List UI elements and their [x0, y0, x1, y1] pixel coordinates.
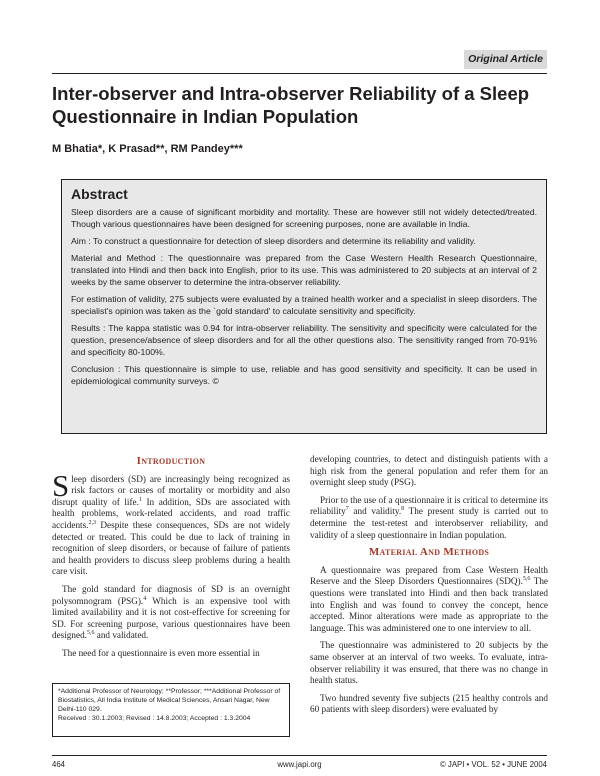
body-paragraph-1: developing countries, to detect and distinguish patients with a high risk from the general population and refer them for an overnight sleep study (PSG). [310, 454, 548, 488]
abstract-aim: Aim : To construct a questionnaire for detection of sleep disorders and determine its reliability and validity. [71, 236, 476, 246]
footer-rule [52, 755, 547, 756]
affiliations: *Additional Professor of Neurology; **Professor; ***Additional Professor of Biostatistics, All India Institute of Medical Sciences, Ansari Nagar, New Delhi-110 029. [58, 688, 281, 713]
intro-text: The gold standard for diagnosis of SD is an overnight polysomnogram (PSG). [52, 583, 290, 606]
authors: M Bhatia*, K Prasad**, RM Pandey*** [52, 143, 243, 155]
header-rule [52, 73, 547, 74]
intro-paragraph-3: The need for a questionnaire is even more essential in [62, 647, 260, 658]
intro-text: Which is an expensive tool with limited availability and it is not cost-effective for screening for SD. For screening purpose, various questionnaires have been designed. [52, 595, 290, 641]
article-type-label: Original Article [464, 50, 547, 69]
abstract-results: Results : The kappa statistic was 0.94 for intra-observer reliability. The sensitivity and specificity were calculated for the question, presence/absence of sleep disorders and for all the other questions also. The sensitivity ranged from 70-91% and specificity 80-100%. [71, 323, 537, 357]
citation: 2,3 [88, 519, 96, 526]
citation: 7 [345, 506, 349, 513]
intro-text: Despite these consequences, SDs are not widely detected or treated. This could be due to lack of training in recognition of sleep disorders, or because of failure of patients and health providers to discuss sleep problems during a health care visit. [52, 519, 290, 577]
methods-heading: Material And Methods [368, 546, 490, 559]
body-text: The present study is carried out to determine the test-retest and interobserver reliability, and validity of a sleep questionnaire in Indian population. [310, 506, 548, 540]
methods-paragraph-2: The questionnaire was administered to 20 subjects by the same observer at an interval of two weeks. To evaluate, intra-observer reliability it was ensured, that there was no change in health status. [310, 640, 548, 686]
journal-citation: © JAPI • VOL. 52 • JUNE 2004 [440, 760, 547, 769]
methods-paragraph-1 [310, 565, 548, 635]
body-text: The questions were translated into Hindi and then back translated into English and was found to convey the concept, hence accepted. Minor alterations were made as appropriate to the language. This was administered one to one interview to all. [310, 576, 549, 633]
intro-text: In addition, SDs are associated with health problems, work-related accidents, and road traffic accidents. [52, 496, 291, 530]
intro-paragraph-1 [52, 467, 291, 578]
methods-paragraph-3: Two hundred seventy five subjects (215 healthy controls and 60 patients with sleep disorders) were evaluated by [310, 692, 548, 715]
abstract-heading: Abstract [71, 186, 128, 202]
abstract-conclusion: Conclusion : This questionnaire is simple to use, reliable and has good sensitivity and specificity. It can be used in epidemiological community surveys. © [71, 364, 537, 386]
right-column [310, 454, 548, 722]
citation: 5,6 [522, 576, 531, 583]
journal-website: www.japi.org [277, 760, 322, 769]
body-paragraph-2 [310, 495, 548, 541]
drop-cap: S [52, 467, 70, 503]
intro-paragraph-2 [52, 584, 290, 642]
intro-text: and validated. [94, 630, 149, 641]
citation: 1 [138, 496, 142, 503]
abstract-validity: For estimation of validity, 275 subjects were evaluated by a trained health worker and a specialist in sleep disorders. The specialist's opinion was taken as the `gold standard' to calculate sensitivity and specificity. [71, 294, 537, 316]
received-dates: Received : 30.1.2003; Revised : 14.8.2003; Accepted : 1.3.2004 [58, 715, 251, 722]
author-affiliation-footnote [52, 683, 290, 737]
body-text: A questionnaire was prepared from Case Western Health Reserve and the Sleep Disorders Questionnaires (SDQ). [310, 564, 548, 587]
abstract-methods: Material and Method : The questionnaire was prepared from the Case Western Health Research Questionnaire, translated into Hindi and then back into English, prior to its use. This was administered to 20 subjects at an interval of 2 weeks by the same observer to determine the intra-observer reliability. [71, 253, 537, 287]
citation: 5,6 [86, 630, 95, 637]
intro-text: leep disorders (SD) are increasingly being recognized as risk factors or causes of mortality or morbidity and also disrupt quality of life. [52, 473, 290, 507]
page-number: 464 [52, 760, 66, 769]
abstract-box [61, 179, 547, 434]
introduction-heading: Introduction [136, 455, 206, 467]
citation: 8 [401, 506, 405, 513]
abstract-paragraph: Sleep disorders are a cause of significant morbidity and mortality. These are however still not widely detected/treated. Though various questionnaires have been designed for screening purposes, none are available in India. [71, 207, 537, 229]
left-column [52, 454, 290, 666]
citation: 4 [143, 595, 147, 602]
article-title: Inter-observer and Intra-observer Reliability of a Sleep Questionnaire in Indian Population [52, 83, 530, 127]
body-text: Prior to the use of a questionnaire it is critical to determine its reliability [310, 494, 548, 517]
body-text: and validity. [348, 506, 402, 517]
